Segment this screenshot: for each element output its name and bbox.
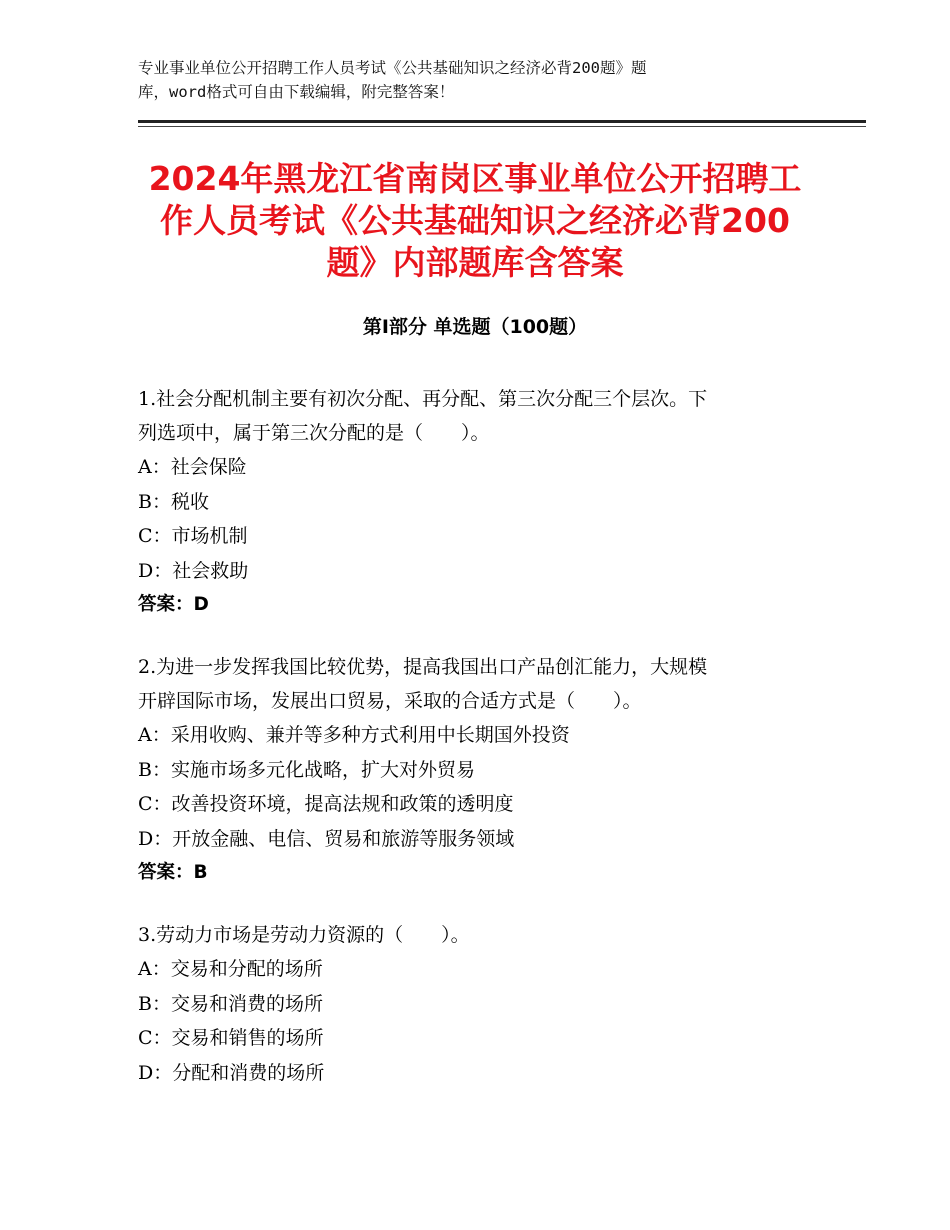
question-stem: 开辟国际市场，发展出口贸易，采取的合适方式是（ ）。 xyxy=(138,690,642,712)
header-divider xyxy=(138,120,866,123)
answer: 答案：B xyxy=(138,862,208,883)
option-b: B：交易和消费的场所 xyxy=(138,992,323,1015)
option-c: C：改善投资环境，提高法规和政策的透明度 xyxy=(138,793,514,815)
title-line: 2024年黑龙江省南岗区事业单位公开招聘工 xyxy=(148,159,802,198)
option-c: C：市场机制 xyxy=(138,525,248,547)
title-line: 题》内部题库含答案 xyxy=(326,243,624,282)
option-c: C：交易和销售的场所 xyxy=(138,1027,324,1049)
document-title xyxy=(130,158,820,284)
question-2 xyxy=(138,650,818,890)
title-line: 作人员考试《公共基础知识之经济必背200 xyxy=(160,201,790,240)
question-list xyxy=(138,382,818,1118)
option-a: A：社会保险 xyxy=(138,456,247,478)
option-a: A：交易和分配的场所 xyxy=(138,958,323,980)
header-note-line: 专业事业单位公开招聘工作人员考试《公共基础知识之经济必背200题》题 xyxy=(138,59,647,77)
option-a: A：采用收购、兼并等多种方式利用中长期国外投资 xyxy=(138,724,570,746)
header-note xyxy=(138,56,778,104)
option-d: D：开放金融、电信、贸易和旅游等服务领域 xyxy=(138,827,515,850)
question-3 xyxy=(138,918,818,1090)
question-stem: 2.为进一步发挥我国比较优势，提高我国出口产品创汇能力，大规模 xyxy=(138,656,708,678)
question-1 xyxy=(138,382,818,622)
section-heading: 第Ⅰ部分 单选题（100题） xyxy=(362,316,588,338)
option-b: B：实施市场多元化战略，扩大对外贸易 xyxy=(138,758,475,781)
option-d: D：社会救助 xyxy=(138,559,249,582)
option-d: D：分配和消费的场所 xyxy=(138,1061,325,1084)
answer: 答案：D xyxy=(138,594,209,615)
option-b: B：税收 xyxy=(138,490,209,513)
question-stem: 1.社会分配机制主要有初次分配、再分配、第三次分配三个层次。下 xyxy=(138,388,708,410)
header-note-line: 库，word格式可自由下载编辑，附完整答案！ xyxy=(138,83,455,101)
question-stem: 列选项中，属于第三次分配的是（ ）。 xyxy=(138,422,490,444)
header-divider-thin xyxy=(138,126,866,127)
question-stem: 3.劳动力市场是劳动力资源的（ ）。 xyxy=(138,924,470,946)
